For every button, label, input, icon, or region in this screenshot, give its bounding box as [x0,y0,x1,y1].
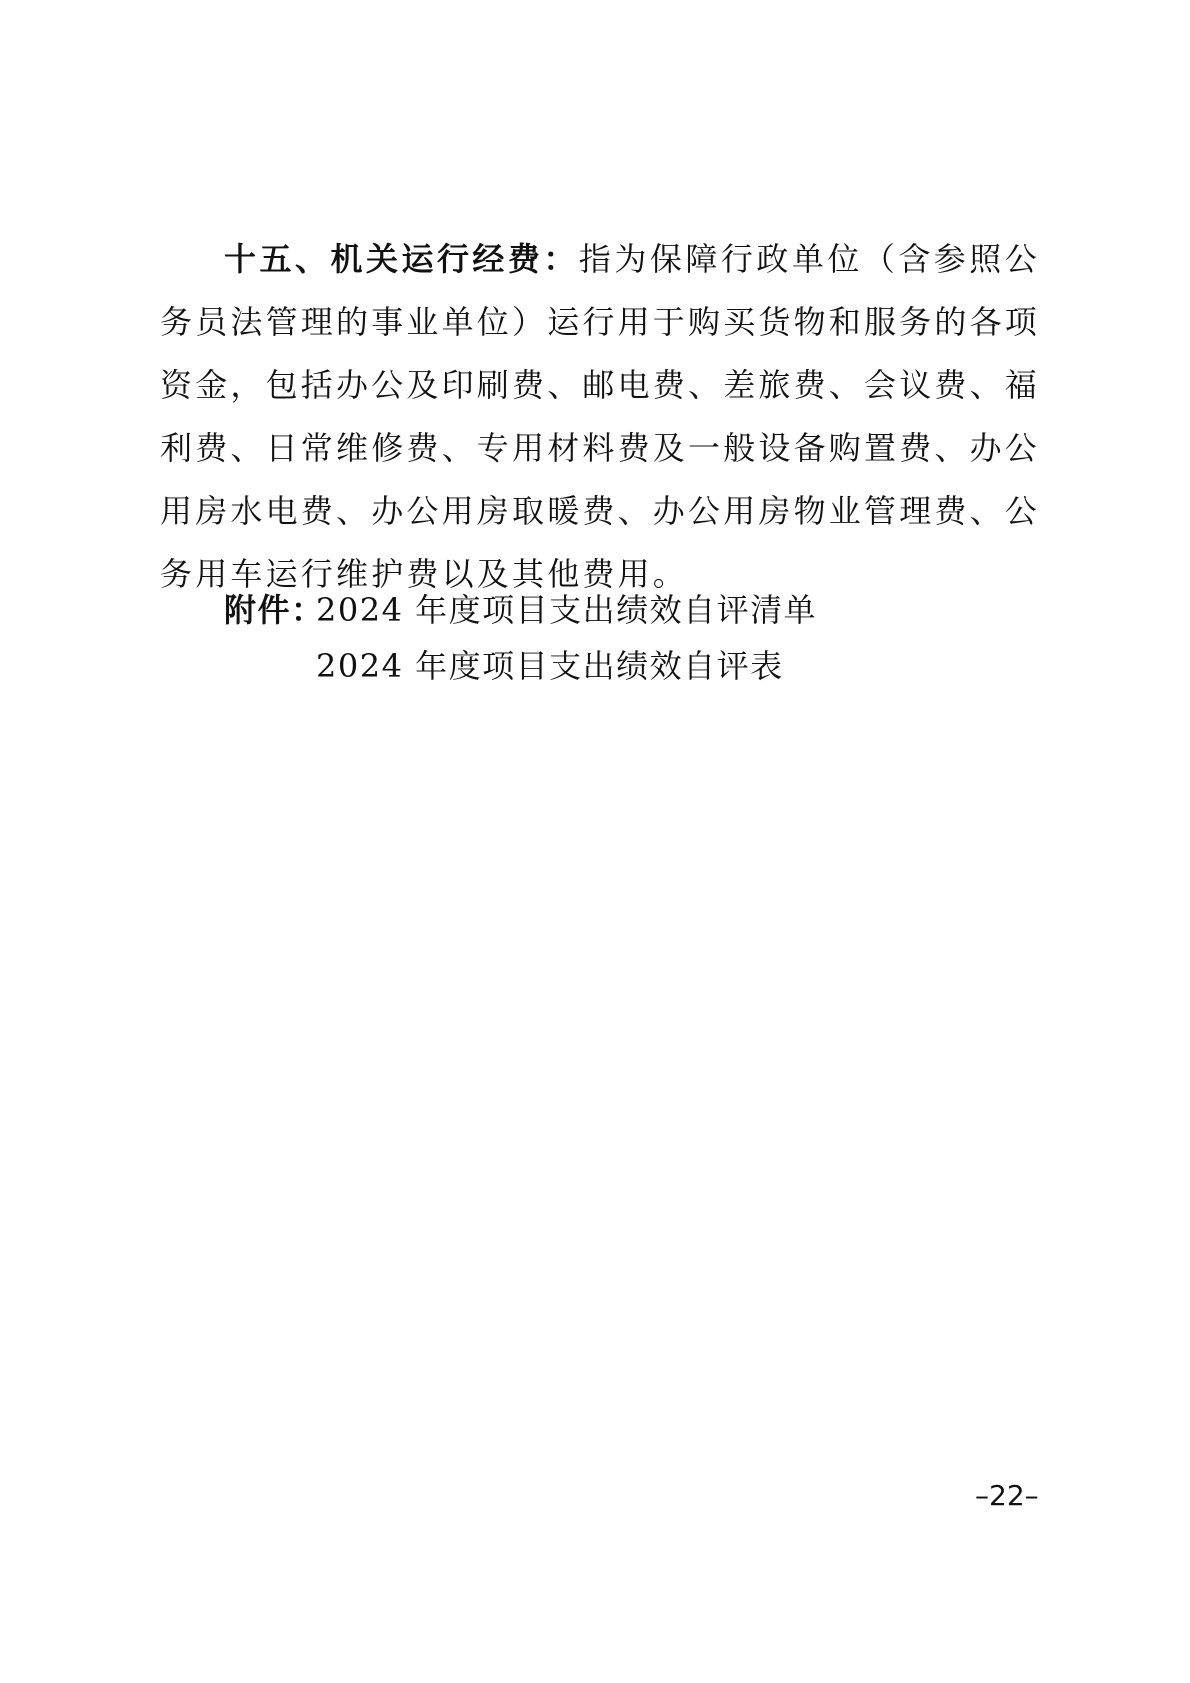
attachment-item: 2024 年度项目支出绩效自评表 [316,647,784,685]
page-number: –22– [975,1479,1039,1512]
attachments-label: 附件： [224,591,325,629]
attachment-row-1 [224,582,817,638]
definition-paragraph [160,228,1040,606]
definition-body: 指为保障行政单位（含参照公务员法管理的事业单位）运行用于购买货物和服务的各项资金，包括办公及印刷费、邮电费、差旅费、会议费、福利费、日常维修费、专用材料费及一般设备购置费、办公用房水电费、办公用房取暖费、办公用房物业管理费、公务用车运行维护费以及其他费用。 [160,240,1041,593]
definition-term: 十五、机关运行经费： [224,240,579,278]
attachment-item: 2024 年度项目支出绩效自评清单 [316,591,818,629]
attachments-block [224,582,817,694]
attachment-row-2 [224,638,817,694]
